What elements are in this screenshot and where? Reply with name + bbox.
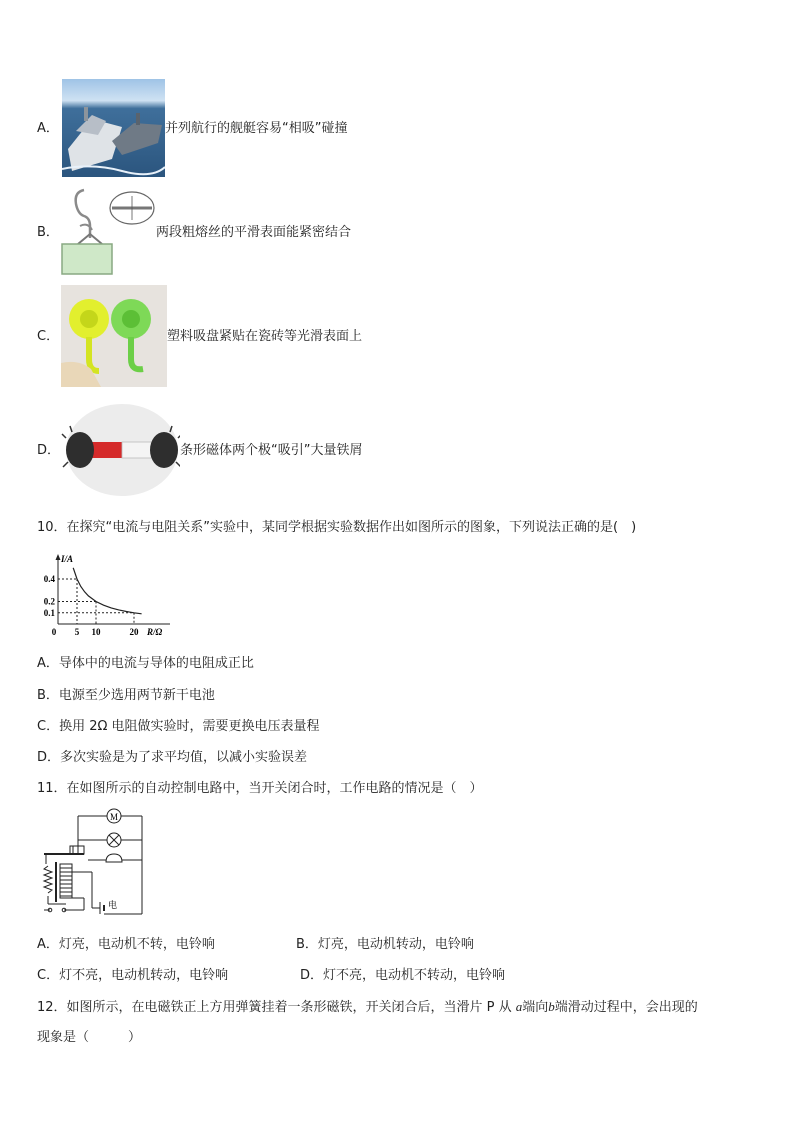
- q12-stem-line2: 现象是（ ）: [37, 1030, 142, 1045]
- bar-magnet-photo: [60, 402, 180, 498]
- origin-label: 0: [51, 627, 57, 637]
- option-text: 两段粗熔丝的平滑表面能紧密结合: [156, 225, 352, 240]
- current-resistance-graph: [38, 551, 178, 641]
- option-text: 并列航行的舰艇容易“相吸”碰撞: [165, 121, 348, 136]
- series-line: [73, 568, 141, 614]
- q11-option-b: B．灯亮，电动机转动，电铃响: [296, 937, 474, 952]
- fuse-wire-photo: [58, 186, 156, 278]
- spring: [44, 866, 52, 893]
- x-axis-label: R/Ω: [147, 627, 163, 637]
- q10-option-a: A．导体中的电流与导体的电阻成正比: [37, 656, 254, 671]
- ships-photo: [62, 79, 165, 177]
- motor-label: M: [109, 812, 119, 822]
- q10-option-d: D．多次实验是为了求平均值，以减小实验误差: [37, 750, 308, 765]
- motor-symbol: [107, 809, 121, 823]
- option-text: 塑料吸盘紧贴在瓷砖等光滑表面上: [167, 329, 363, 344]
- option-letter: C．: [37, 329, 60, 344]
- lamp-symbol: [107, 833, 121, 847]
- q11-option-a: A．灯亮，电动机不转，电铃响: [37, 937, 215, 952]
- x-tick-label: 10: [91, 627, 101, 637]
- electromagnet: [56, 862, 72, 902]
- q11-option-d: D．灯不亮，电动机不转动，电铃响: [300, 968, 506, 983]
- y-axis-arrow: [56, 554, 61, 560]
- y-tick-label: 0.2: [43, 596, 55, 607]
- endpoint-a: a: [515, 999, 523, 1014]
- q12-text: 端向: [522, 1000, 549, 1015]
- option-letter: B．: [37, 225, 59, 240]
- q10-option-b: B．电源至少选用两节新干电池: [37, 688, 215, 703]
- option-letter: D．: [37, 443, 61, 458]
- bell-symbol: [106, 854, 122, 862]
- y-tick-label: 0.4: [43, 574, 55, 584]
- option-text: 条形磁体两个极“吸引”大量铁屑: [180, 443, 363, 458]
- q11-stem: 11．在如图所示的自动控制电路中，当开关闭合时，工作电路的情况是（ ）: [37, 781, 483, 796]
- x-tick-label: 20: [129, 627, 139, 637]
- auto-control-circuit-diagram: [40, 806, 150, 918]
- power-label: 电: [108, 900, 118, 910]
- y-tick-label: 0.1: [43, 607, 55, 618]
- x-tick-label: 5: [74, 627, 80, 637]
- y-axis-label: I/A: [61, 554, 74, 564]
- q10-stem: 10．在探究“电流与电阻关系”实验中，某同学根据实验数据作出如图所示的图象，下列说法正确的是( ): [37, 520, 637, 535]
- q10-option-c: C．换用 2Ω 电阻做实验时，需要更换电压表量程: [37, 719, 320, 734]
- q12-text: 端滑动过程中，会出现的: [554, 1000, 698, 1015]
- power-supply: [92, 899, 142, 914]
- option-letter: A．: [37, 121, 59, 136]
- relay-contacts: [70, 846, 84, 854]
- endpoint-b: b: [548, 999, 555, 1014]
- q12-stem-line1: [37, 999, 698, 1016]
- q11-option-c: C．灯不亮，电动机转动，电铃响: [37, 968, 229, 983]
- suction-cup-photo: [61, 285, 167, 387]
- q12-text: 12．如图所示，在电磁铁正上方用弹簧挂着一条形磁铁，开关闭合后，当滑片 P 从: [37, 1000, 516, 1015]
